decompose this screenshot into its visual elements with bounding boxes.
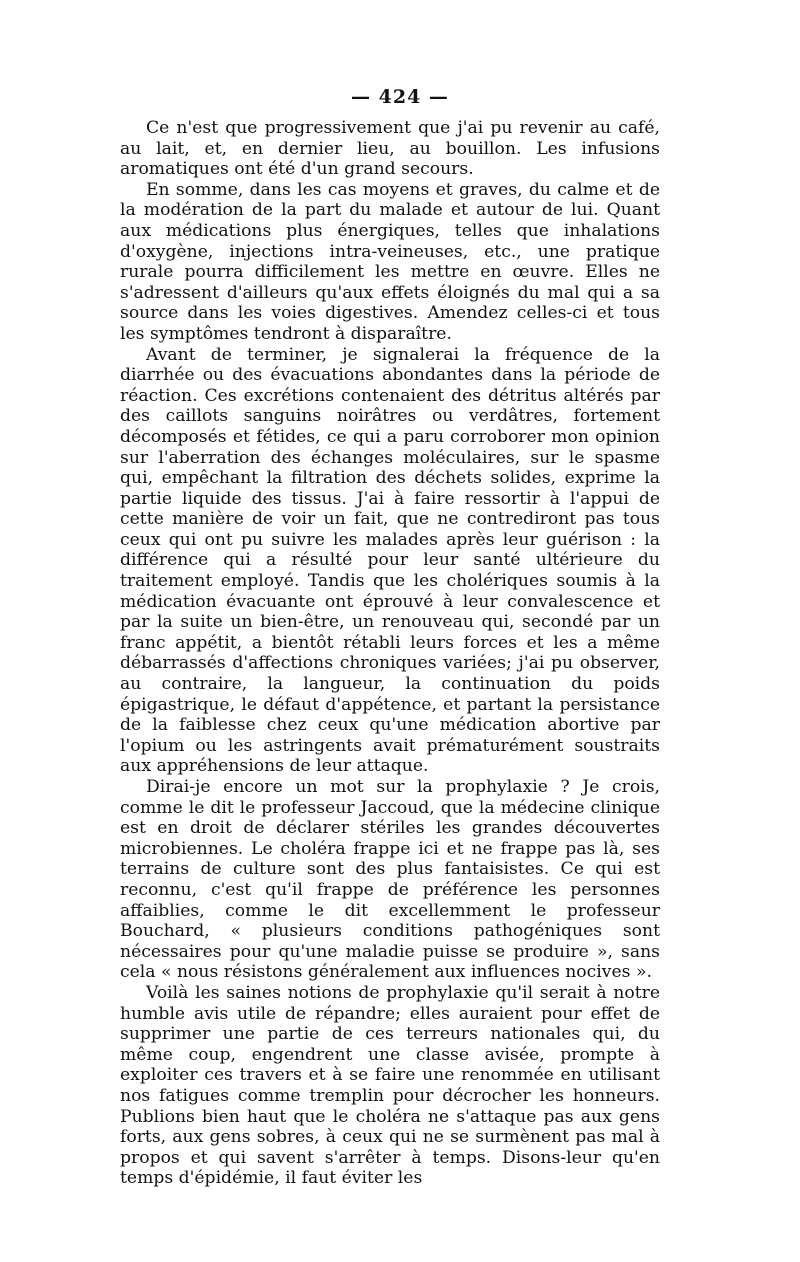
paragraph-1: Ce n'est que progressivement que j'ai pu revenir au café, au lait, et, en dernier lieu, au bouillon. Les infusions aromatiques ont été d'un grand secours.	[120, 118, 660, 180]
paragraph-4: Dirai-je encore un mot sur la prophylaxie ? Je crois, comme le dit le professeur Jaccoud, que la médecine clinique est en droit de déclarer stériles les grandes découvertes microbiennes. Le choléra frappe ici et ne frappe pas là, ses terrains de culture sont des plus fantaisistes. Ce qui est reconnu, c'est qu'il frappe de préférence les personnes affaiblies, comme le dit excellemment le professeur Bouchard, « plusieurs conditions pathogéniques sont nécessaires pour qu'une maladie puisse se produire », sans cela « nous résistons généralement aux influences nocives ».	[120, 777, 660, 983]
body-text	[120, 118, 660, 1189]
paragraph-5: Voilà les saines notions de prophylaxie qu'il serait à notre humble avis utile de répandre; elles auraient pour effet de supprimer une partie de ces terreurs nationales qui, du même coup, engendrent une classe avisée, prompte à exploiter ces travers et à se faire une renommée en utilisant nos fatigues comme tremplin pour décrocher les honneurs. Publions bien haut que le choléra ne s'attaque pas aux gens forts, aux gens sobres, à ceux qui ne se surmènent pas mal à propos et qui savent s'arrêter à temps. Disons-leur qu'en temps d'épidémie, il faut éviter les	[120, 982, 660, 1189]
page-number: — 424 —	[351, 86, 449, 108]
paragraph-2: En somme, dans les cas moyens et graves, du calme et de la modération de la part du malade et autour de lui. Quant aux médications plus énergiques, telles que inhalations d'oxygène, injections intra-veineuses, etc., une pratique rurale pourra difficilement les mettre en œuvre. Elles ne s'adressent d'ailleurs qu'aux effets éloignés du mal qui a sa source dans les voies digestives. Amendez celles-ci et tous les symptômes tendront à disparaître.	[120, 179, 660, 344]
paragraph-3: Avant de terminer, je signalerai la fréquence de la diarrhée ou des évacuations abondantes dans la période de réaction. Ces excrétions contenaient des détritus altérés par des caillots sanguins noirâtres ou verdâtres, fortement décomposés et fétides, ce qui a paru corroborer mon opinion sur l'aberration des échanges moléculaires, sur le spasme qui, empêchant la filtration des déchets solides, exprime la partie liquide des tissus. J'ai à faire ressortir à l'appui de cette manière de voir un fait, que ne contrediront pas tous ceux qui ont pu suivre les malades après leur guérison : la différence qui a résulté pour leur santé ultérieure du traitement employé. Tandis que les cholériques soumis à la médication évacuante ont éprouvé à leur convalescence et par la suite un bien-être, un renouveau qui, secondé par un franc appétit, a bientôt rétabli leurs forces et les a même débarrassés d'affections chroniques variées; j'ai pu observer, au contraire, la langueur, la continuation du poids épigastrique, le défaut d'appétence, et partant la persistance de la faiblesse chez ceux qu'une médication abortive par l'opium ou les astringents avait prématurément soustraits aux appréhensions de leur attaque.	[120, 344, 660, 777]
